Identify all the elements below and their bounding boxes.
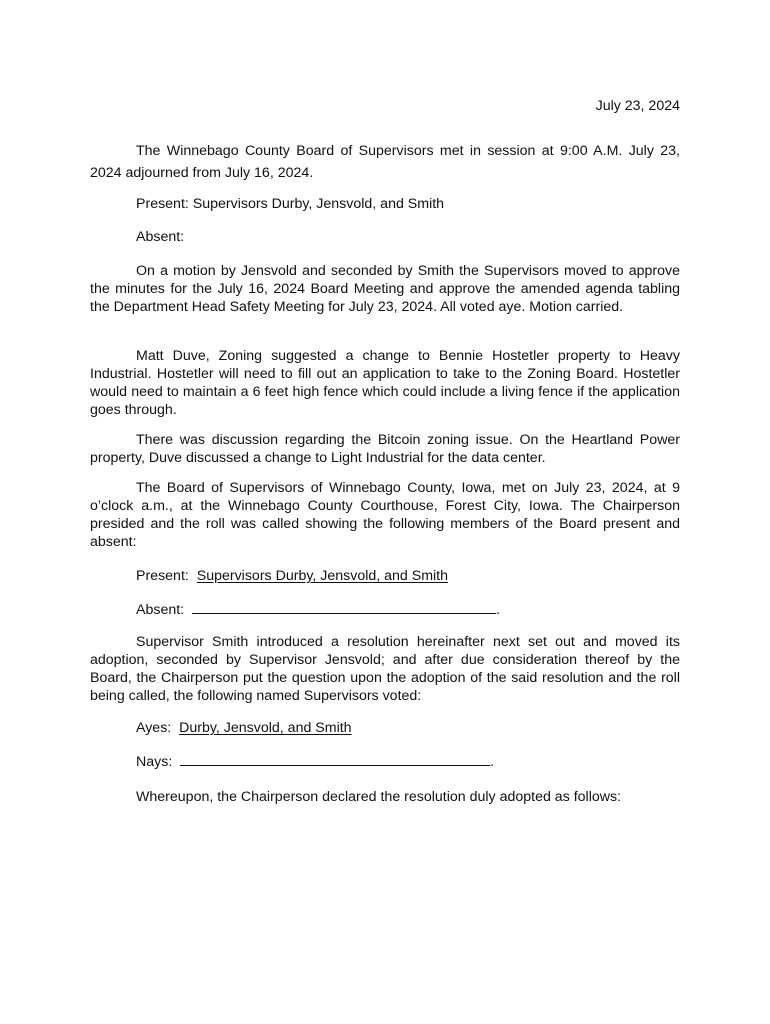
ayes-line (136, 719, 352, 737)
absent-label: Absent: (136, 602, 185, 618)
absent-blank (192, 599, 496, 614)
resolution-paragraph: Supervisor Smith introduced a resolution hereinafter next set out and moved its adoption, seconded by Supervisor Jensvold; and after due consideration thereof by the Board, the Chairperson put the question upon the adoption of the said resolution and the roll being called, the following named Supervisors voted: (90, 634, 680, 704)
opening-paragraph: The Winnebago County Board of Supervisors met in session at 9:00 A.M. July 23, 2024 adjourned from July 16, 2024. (90, 143, 680, 181)
present-line-2 (136, 567, 448, 585)
roll-call-paragraph: The Board of Supervisors of Winnebago County, Iowa, met on July 23, 2024, at 9 o’clock a.m., at the Winnebago County Courthouse, Forest City, Iowa. The Chairperson presided and the roll was called showing the following members of the Board present and absent: (90, 480, 680, 550)
present-label: Present: (136, 568, 189, 584)
nays-period: . (490, 754, 495, 770)
document-date: July 23, 2024 (595, 98, 680, 114)
absent-line-1: Absent: (136, 229, 185, 245)
minutes-paragraph: On a motion by Jensvold and seconded by Smith the Supervisors moved to approve the minutes for the July 16, 2024 Board Meeting and approve the amended agenda tabling the Department Head Safety Meeting for July 23, 2024. All voted aye. Motion carried. (90, 263, 680, 315)
nays-label: Nays: (136, 754, 173, 770)
present-names: Supervisors Durby, Jensvold, and Smith (196, 568, 449, 584)
zoning-paragraph: Matt Duve, Zoning suggested a change to Bennie Hostetler property to Heavy Industrial. Hostetler will need to fill out an application to take to the Zoning Board. Hostetler would need to maintain a 6 feet high fence which could include a living fence if the application goes through. (90, 348, 680, 418)
closing-line: Whereupon, the Chairperson declared the resolution duly adopted as follows: (136, 789, 622, 805)
nays-blank (180, 751, 490, 766)
absent-period: . (496, 602, 500, 618)
bitcoin-paragraph: There was discussion regarding the Bitcoin zoning issue. On the Heartland Power property, Duve discussed a change to Light Industrial for the data center. (90, 432, 680, 466)
ayes-names: Durby, Jensvold, and Smith (179, 720, 352, 736)
absent-line-2 (136, 599, 500, 619)
present-line-1: Present: Supervisors Durby, Jensvold, and Smith (136, 196, 445, 212)
ayes-label: Ayes: (136, 720, 172, 736)
nays-line (136, 751, 494, 771)
